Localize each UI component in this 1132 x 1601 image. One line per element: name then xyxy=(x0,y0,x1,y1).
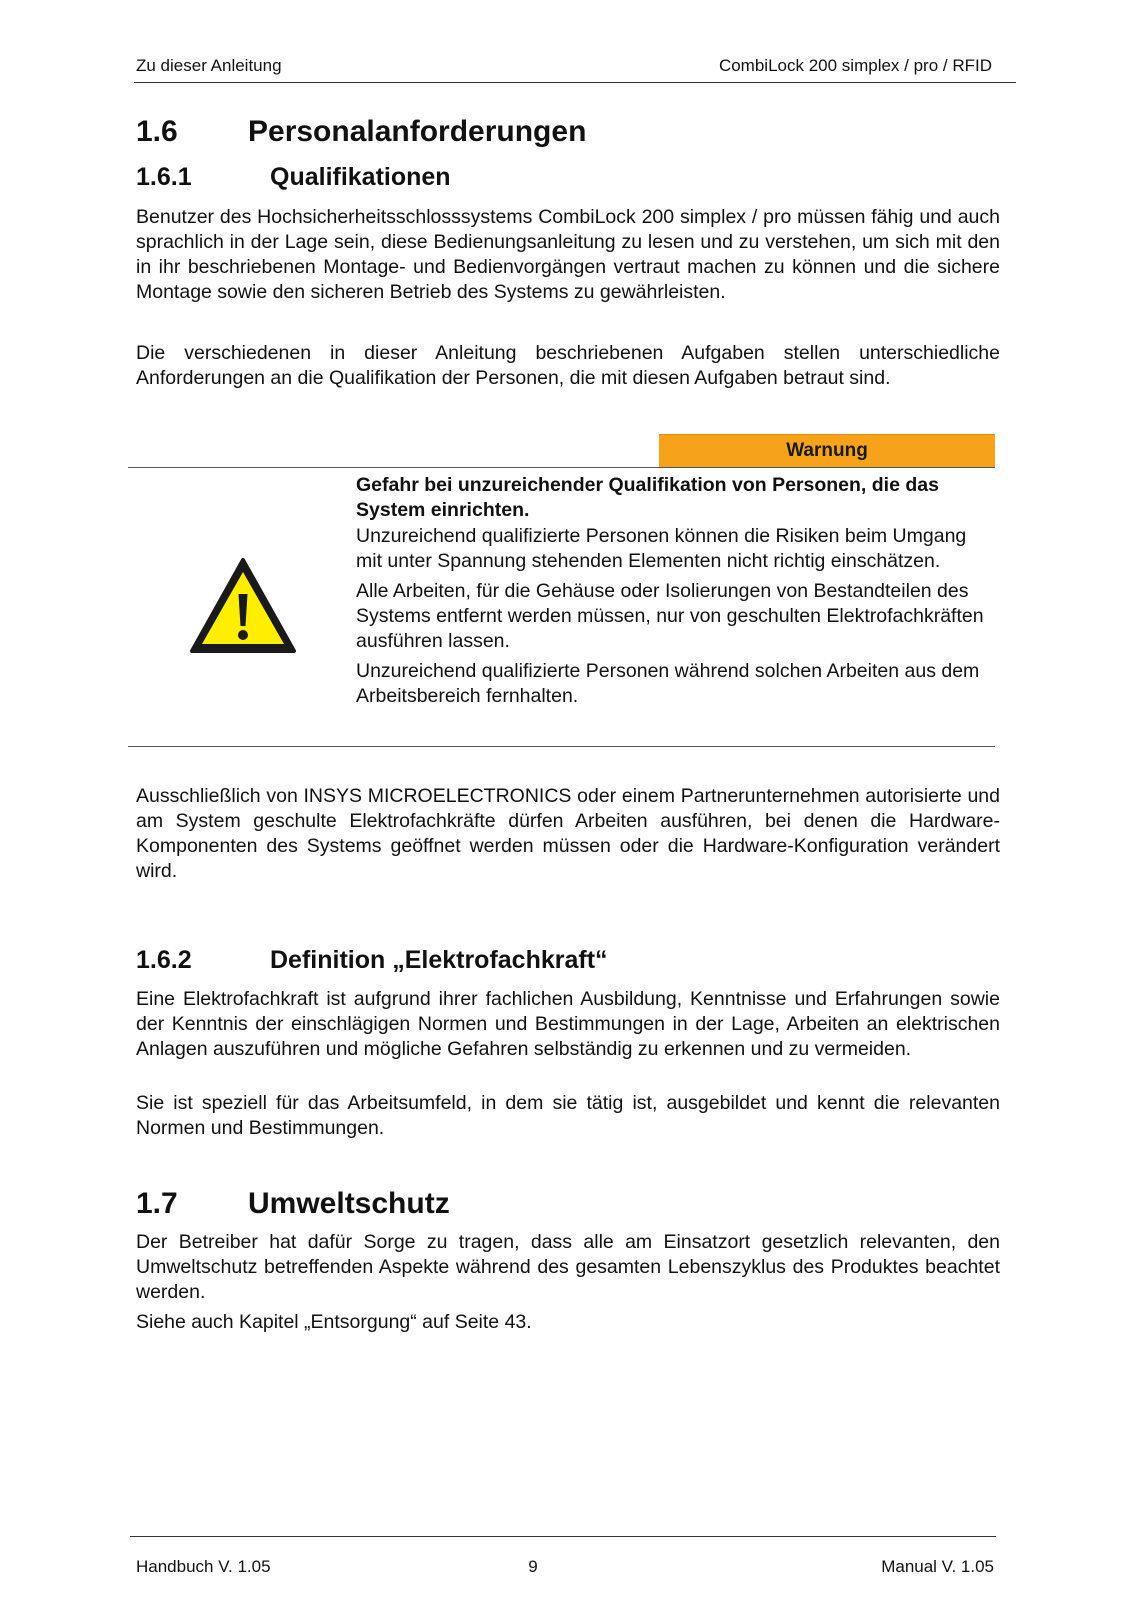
subsection-title: Definition „Elektrofachkraft“ xyxy=(270,946,608,974)
paragraph: Der Betreiber hat dafür Sorge zu tragen, dass alle am Einsatzort gesetzlich relevanten, den Umweltschutz betreffenden Aspekte während des gesamten Lebenszyklus des Produktes beachtet werden. xyxy=(136,1231,1000,1303)
qualifications-text xyxy=(136,205,1000,391)
section-number: 1.6 xyxy=(136,115,178,148)
subsection-heading-1-6-2 xyxy=(136,945,996,975)
section-number: 1.7 xyxy=(136,1187,178,1220)
section-heading-1-6 xyxy=(136,114,996,150)
environment-text xyxy=(136,1230,1000,1335)
header-divider xyxy=(134,82,1016,83)
subsection-title: Qualifikationen xyxy=(270,163,451,191)
subsection-number: 1.6.2 xyxy=(136,946,192,974)
section-heading-1-7 xyxy=(136,1186,996,1222)
page-number: 9 xyxy=(528,1557,538,1576)
paragraph: Ausschließlich von INSYS MICROELECTRONICS oder einem Partnerunternehmen autorisierte und am System geschulte Elektrofachkräfte dürfen Arbeiten ausführen, bei denen die Hardware-Komponenten des Systems geöffnet werden müssen oder die Hardware-Konfiguration verändert wird. xyxy=(136,785,1000,882)
warning-paragraph: Unzureichend qualifizierte Personen während solchen Arbeiten aus dem Arbeitsbereich fernhalten. xyxy=(356,660,980,707)
paragraph: Sie ist speziell für das Arbeitsumfeld, in dem sie tätig ist, ausgebildet und kennt die relevanten Normen und Bestimmungen. xyxy=(136,1092,1000,1139)
footer-divider xyxy=(130,1536,996,1537)
subsection-number: 1.6.1 xyxy=(136,163,192,191)
authorized-personnel-text xyxy=(136,784,1000,884)
header-right-title: CombiLock 200 simplex / pro / RFID xyxy=(718,56,992,75)
subsection-heading-1-6-1 xyxy=(136,162,996,192)
footer-left-text: Handbuch V. 1.05 xyxy=(136,1557,271,1576)
paragraph: Siehe auch Kapitel „Entsorgung“ auf Seite 43. xyxy=(136,1311,532,1333)
warning-paragraph: Alle Arbeiten, für die Gehäuse oder Isolierungen von Bestandteilen des Systems entfernt werden müssen, nur von geschulten Elektrofachkräften ausführen lassen. xyxy=(356,580,984,652)
paragraph: Benutzer des Hochsicherheitsschlosssystems CombiLock 200 simplex / pro müssen fähig und auch sprachlich in der Lage sein, diese Bedienungsanleitung zu lesen und zu verstehen, um sich mit den in ihr beschriebenen Montage- und Bedienvorgängen vertraut machen zu können und die sichere Montage sowie den sicheren Betrieb des Systems zu gewährleisten. xyxy=(136,206,1000,303)
header-left-title: Zu dieser Anleitung xyxy=(136,56,282,75)
warning-body xyxy=(356,473,986,714)
warning-triangle-icon xyxy=(188,556,298,656)
warning-paragraph: Unzureichend qualifizierte Personen können die Risiken beim Umgang mit unter Spannung stehenden Elementen nicht richtig einschätzen. xyxy=(356,525,967,572)
paragraph: Die verschiedenen in dieser Anleitung beschriebenen Aufgaben stellen unterschiedliche Anforderungen an die Qualifikation der Personen, die mit diesen Aufgaben betraut sind. xyxy=(136,342,1000,389)
warning-label: Warnung xyxy=(659,434,995,467)
section-title: Umweltschutz xyxy=(248,1187,450,1220)
section-title: Personalanforderungen xyxy=(248,115,587,148)
warning-divider-bottom xyxy=(128,746,995,747)
warning-heading: Gefahr bei unzureichender Qualifikation von Personen, die das System einrichten. xyxy=(356,474,939,521)
warning-divider-top xyxy=(128,467,995,468)
electrician-definition-text xyxy=(136,987,1000,1141)
footer-right-text: Manual V. 1.05 xyxy=(881,1557,994,1576)
paragraph: Eine Elektrofachkraft ist aufgrund ihrer fachlichen Ausbildung, Kenntnisse und Erfahrungen sowie der Kenntnis der einschlägigen Normen und Bestimmungen in der Lage, Arbeiten an elektrischen Anlagen auszuführen und mögliche Gefahren selbständig zu erkennen und zu vermeiden. xyxy=(136,988,1000,1060)
